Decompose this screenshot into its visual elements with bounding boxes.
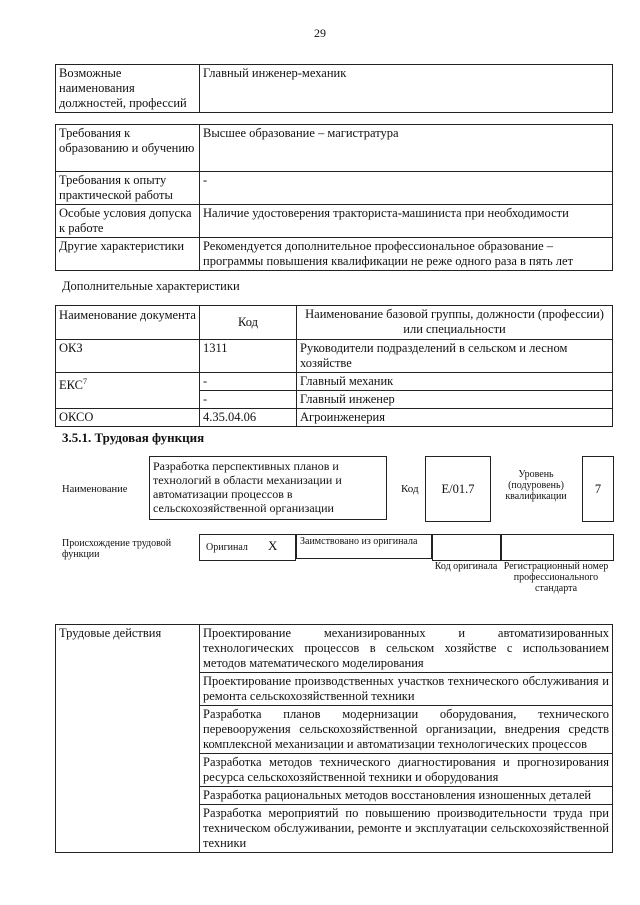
doc-eks: ЕКС [59, 378, 83, 393]
requirement-value: Рекомендуется дополнительное профессиональное образование – программы повышения квалификации не реже одного раза в пять лет [200, 238, 613, 271]
cell-document [56, 373, 200, 409]
code-caption: Код оригинала [434, 561, 498, 572]
function-code-box [425, 456, 491, 522]
original-mark: X [268, 538, 278, 553]
requirement-label: Особые условия допуска к работе [56, 205, 200, 238]
actions-table [55, 624, 613, 853]
table-row [56, 65, 613, 113]
cell-name: Главный механик [297, 373, 613, 391]
borrowed-label: Заимствовано из оригинала [300, 536, 418, 547]
positions-value: Главный инженер-механик [200, 65, 613, 113]
requirement-value: Наличие удостоверения тракториста-машиниста при необходимости [200, 205, 613, 238]
level-value: 7 [594, 482, 602, 496]
additional-table [55, 305, 613, 427]
requirement-label: Требования к опыту практической работы [56, 172, 200, 205]
origin-borrowed-box [296, 534, 432, 559]
origin-code-box [432, 534, 502, 561]
requirement-label: Требования к образованию и обучению [56, 125, 200, 172]
origin-original-box [199, 534, 296, 561]
positions-label: Возможные наименования должностей, профессий [56, 65, 200, 113]
function-code-value: E/01.7 [441, 482, 475, 496]
level-label: Уровень (подуровень) квалификации [505, 469, 567, 502]
function-code-label: Код [401, 483, 419, 495]
action-item: Разработка мероприятий по повышению производительности труда при техническом обслуживании, ремонте и эксплуатации сельскохозяйственной техники [200, 805, 613, 853]
table-row [56, 125, 613, 172]
cell-document: ОКЗ [56, 340, 200, 373]
cell-code: - [200, 391, 297, 409]
positions-table [55, 64, 613, 113]
cell-document: ОКСО [56, 409, 200, 427]
footnote-mark: 7 [83, 377, 87, 386]
table-header-row [56, 306, 613, 340]
action-item: Проектирование производственных участков технического обслуживания и ремонта сельскохозяйственной техники [200, 673, 613, 706]
level-box [582, 456, 614, 522]
function-name-label: Наименование [62, 484, 128, 495]
table-row [56, 205, 613, 238]
reg-caption: Регистрационный номер профессионального стандарта [503, 561, 609, 594]
actions-label: Трудовые действия [56, 625, 200, 853]
additional-title: Дополнительные характеристики [62, 279, 240, 293]
page-number: 29 [314, 26, 326, 40]
action-item: Разработка планов модернизации оборудования, технического перевооружения сельскохозяйственной организации, внедрения средств комплексной механизации и автоматизации технологических процессов [200, 706, 613, 754]
origin-label: Происхождение трудовой функции [62, 538, 172, 560]
cell-code: 1311 [200, 340, 297, 373]
action-item: Проектирование механизированных и автоматизированных технологических процессов в сельском хозяйстве с использованием методов математического моделирования [200, 625, 613, 673]
cell-name: Руководители подразделений в сельском и лесном хозяйстве [297, 340, 613, 373]
requirement-value: - [200, 172, 613, 205]
header-document: Наименование документа [56, 306, 200, 340]
section-heading: 3.5.1. Трудовая функция [62, 430, 205, 445]
header-name: Наименование базовой группы, должности (профессии) или специальности [297, 306, 613, 340]
function-name-value: Разработка перспективных планов и технологий в области механизации и автоматизации процессов в сельскохозяйственной организации [153, 459, 342, 515]
cell-code: 4.35.04.06 [200, 409, 297, 427]
cell-code: - [200, 373, 297, 391]
requirements-table [55, 124, 613, 271]
table-row [56, 238, 613, 271]
requirement-label: Другие характеристики [56, 238, 200, 271]
cell-name: Агроинженерия [297, 409, 613, 427]
table-row [56, 625, 613, 673]
function-name-box [149, 456, 387, 520]
action-item: Разработка методов технического диагностирования и прогнозирования ресурса сельскохозяйственной техники и оборудования [200, 754, 613, 787]
table-row [56, 172, 613, 205]
requirement-value: Высшее образование – магистратура [200, 125, 613, 172]
table-row [56, 409, 613, 427]
origin-reg-box [500, 534, 614, 561]
table-row [56, 373, 613, 391]
action-item: Разработка рациональных методов восстановления изношенных деталей [200, 787, 613, 805]
cell-name: Главный инженер [297, 391, 613, 409]
table-row [56, 340, 613, 373]
header-code: Код [200, 306, 297, 340]
original-label: Оригинал [206, 542, 248, 553]
